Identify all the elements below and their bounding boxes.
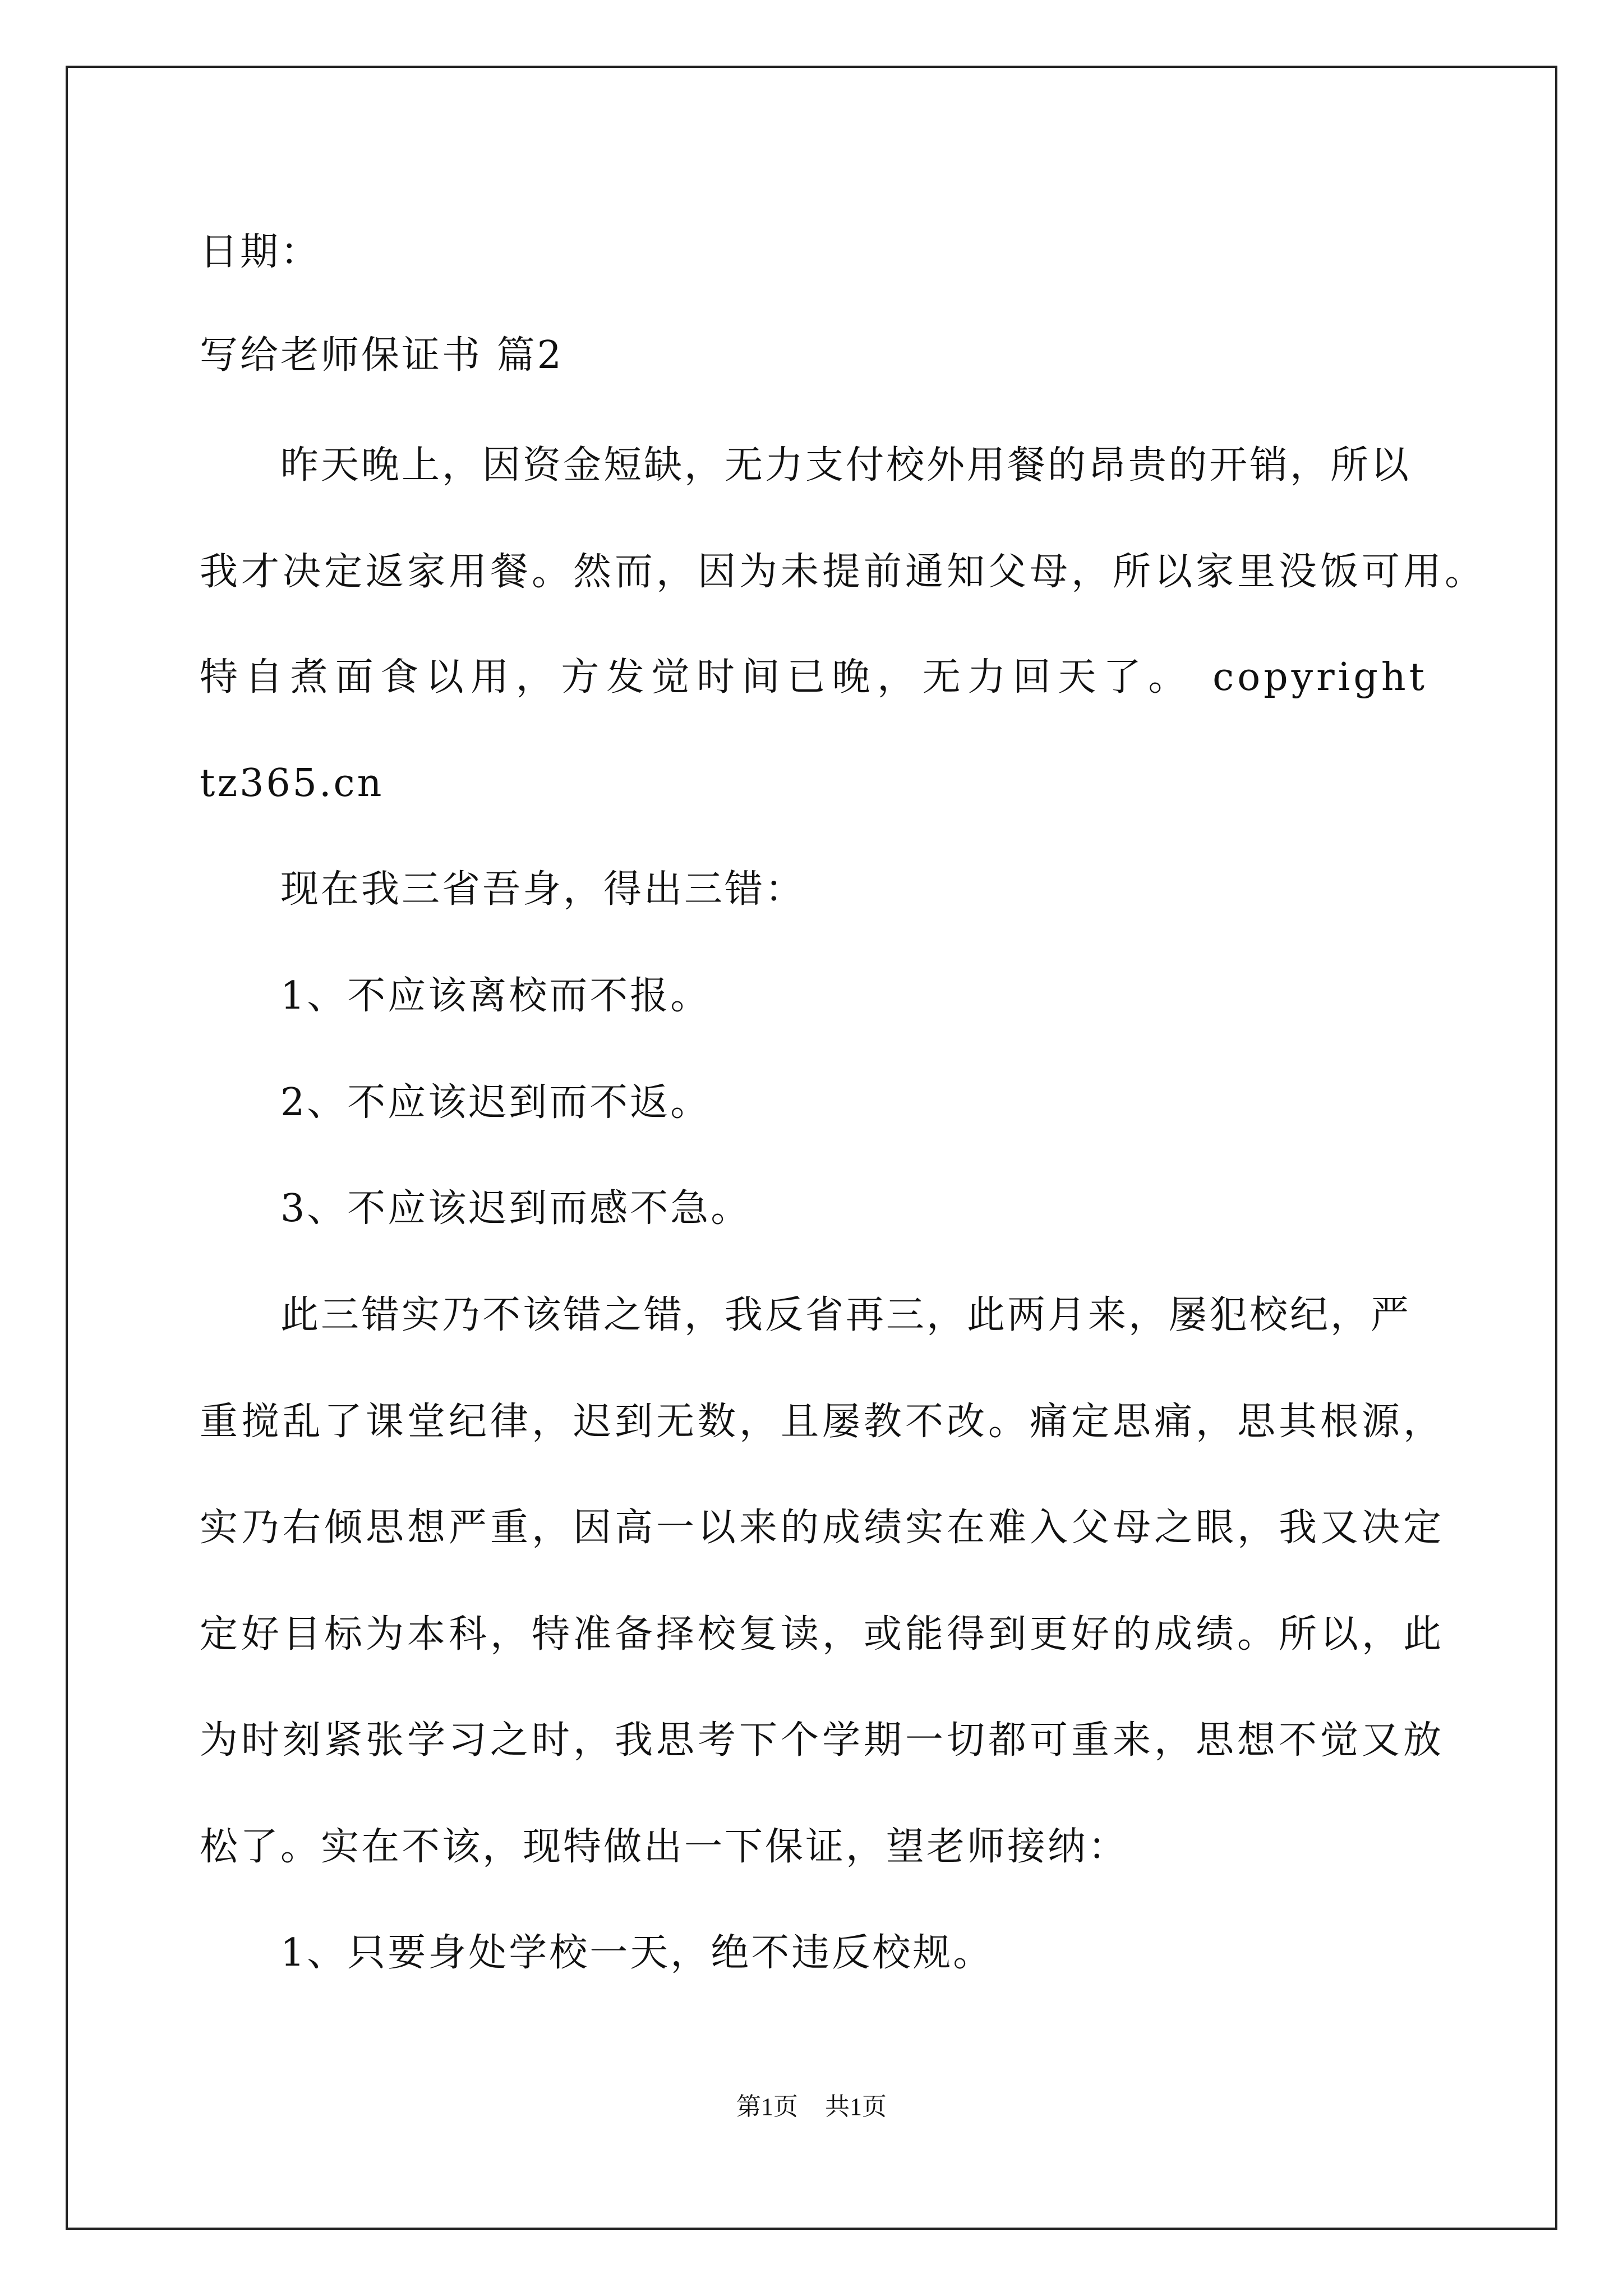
paragraph-line: 重搅乱了课堂纪律，迟到无数，且屡教不改。痛定思痛，思其根源， xyxy=(200,1400,1445,1444)
paragraph-line: 我才决定返家用餐。然而，因为未提前通知父母，所以家里没饭可用。 xyxy=(200,550,1487,594)
paragraph-line: tz365.cn xyxy=(200,761,384,806)
page-border xyxy=(66,66,1557,2230)
paragraph-line: 此三错实乃不该错之错，我反省再三，此两月来，屡犯校纪，严 xyxy=(280,1293,1412,1337)
paragraph-line: 定好目标为本科，特准备择校复读，或能得到更好的成绩。所以，此 xyxy=(200,1612,1445,1657)
date-line: 日期： xyxy=(200,230,321,274)
list-item: 3、不应该迟到而感不急。 xyxy=(280,1186,751,1231)
list-item: 1、只要身处学校一天，绝不违反校规。 xyxy=(280,1931,994,1975)
list-item: 1、不应该离校而不报。 xyxy=(280,974,711,1018)
section-title: 写给老师保证书 篇2 xyxy=(200,333,564,378)
page-count: 共1页 xyxy=(825,2093,887,2120)
page-number: 第1页 xyxy=(736,2093,798,2120)
paragraph-line: 现在我三省吾身，得出三错： xyxy=(280,867,806,912)
page-footer xyxy=(0,2091,1623,2123)
list-item: 2、不应该迟到而不返。 xyxy=(280,1080,711,1125)
paragraph-line: 昨天晚上，因资金短缺，无力支付校外用餐的昂贵的开销，所以 xyxy=(280,443,1412,487)
paragraph-line: 实乃右倾思想严重，因高一以来的成绩实在难入父母之眼，我又决定 xyxy=(200,1506,1445,1550)
paragraph-line: 特自煮面食以用，方发觉时间已晚，无力回天了。 copyright xyxy=(200,655,1428,700)
paragraph-line: 松了。实在不该，现特做出一下保证，望老师接纳： xyxy=(200,1825,1129,1869)
paragraph-line: 为时刻紧张学习之时，我思考下个学期一切都可重来，思想不觉又放 xyxy=(200,1718,1445,1763)
